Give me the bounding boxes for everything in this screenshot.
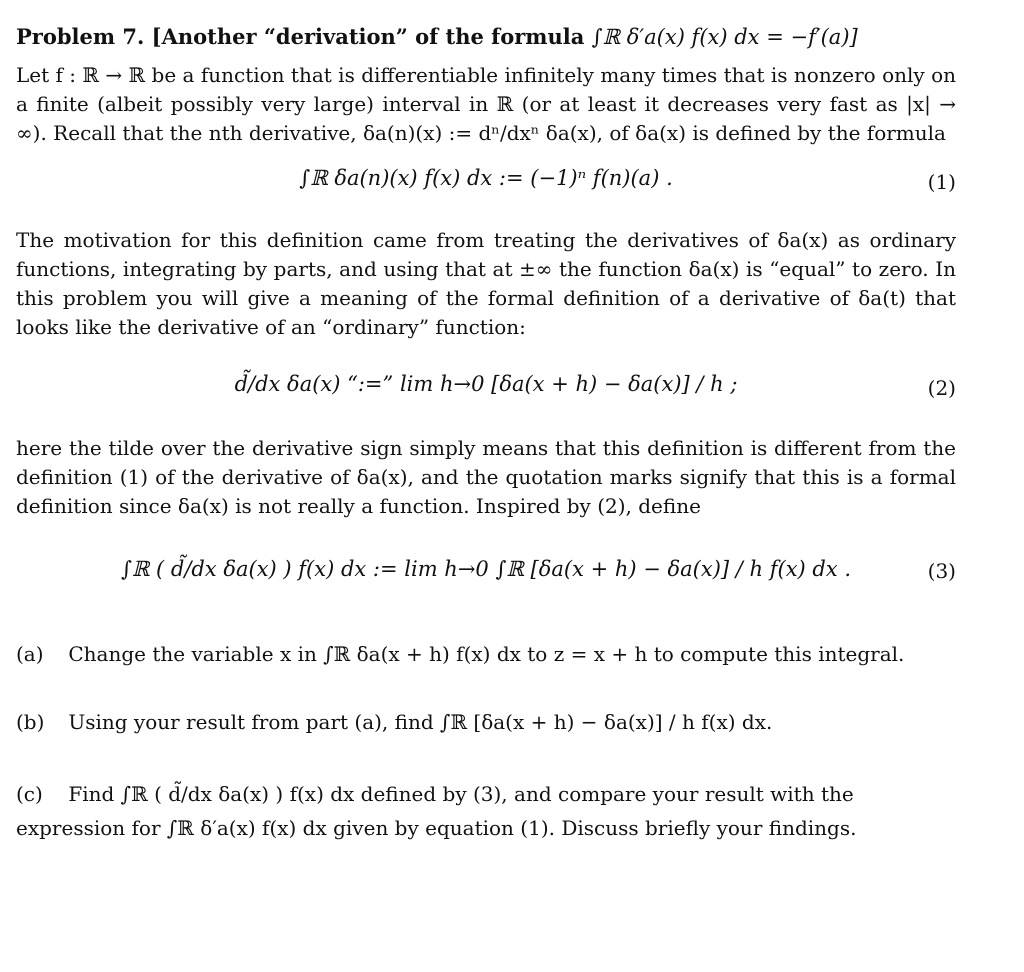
part-c-text: Find ∫ℝ ( d̃/dx δa(x) ) f(x) dx defined by (3), and compare your result with the expression for ∫ℝ δ′a(x) f(x) dx given by equation (1). Discuss briefly your findings. [16,782,857,840]
problem-title [16,24,956,49]
part-b [16,705,956,739]
equation-2-expr: d̃/dx δa(x) “:=” lim h→0 [δa(x + h) − δa(x)] / h ; [234,372,738,396]
part-c [16,777,956,845]
part-a [16,637,956,671]
title-text: Problem 7. [Another “derivation” of the formula [16,24,585,49]
equation-1-number: (1) [927,170,956,194]
equation-3 [16,529,956,615]
problem-page [16,18,956,845]
equation-2-number: (2) [927,376,956,400]
part-b-text: Using your result from part (a), find ∫ℝ [δa(x + h) − δa(x)] / h f(x) dx. [68,710,773,734]
title-formula: ∫ℝ δ′a(x) f(x) dx = −f′(a)] [591,25,858,49]
equation-3-expr: ∫ℝ ( d̃/dx δa(x) ) f(x) dx := lim h→0 ∫ℝ [δa(x + h) − δa(x)] / h f(x) dx . [120,557,852,581]
equation-1 [16,156,956,220]
equation-3-number: (3) [927,559,956,583]
equation-1-expr: ∫ℝ δa(n)(x) f(x) dx := (−1)ⁿ f(n)(a) . [299,166,673,190]
part-b-label: (b) [16,710,45,734]
part-a-text: Change the variable x in ∫ℝ δa(x + h) f(x) dx to z = x + h to compute this integral. [68,642,905,666]
equation-2 [16,350,956,428]
intro-paragraph: Let f : ℝ → ℝ be a function that is differentiable infinitely many times that is nonzero only on a finite (albeit possibly very large) interval in ℝ (or at least it decreases very fast as |x| → ∞). Recall that the nth derivative, δa(n)(x) := dⁿ/dxⁿ δa(x), of δa(x) is defined by the formula [16,63,956,145]
part-c-label: (c) [16,782,43,806]
definition-paragraph: here the tilde over the derivative sign simply means that this definition is different from the definition (1) of the derivative of δa(x), and the quotation marks signify that this is a formal definition since δa(x) is not really a function. Inspired by (2), define [16,436,956,518]
motivation-paragraph: The motivation for this definition came from treating the derivatives of δa(x) as ordinary functions, integrating by parts, and using that at ±∞ the function δa(x) is “equal” to zero. In this problem you will give a meaning of the formal definition of a derivative of δa(t) that looks like the derivative of an “ordinary” function: [16,228,956,339]
part-a-label: (a) [16,642,44,666]
